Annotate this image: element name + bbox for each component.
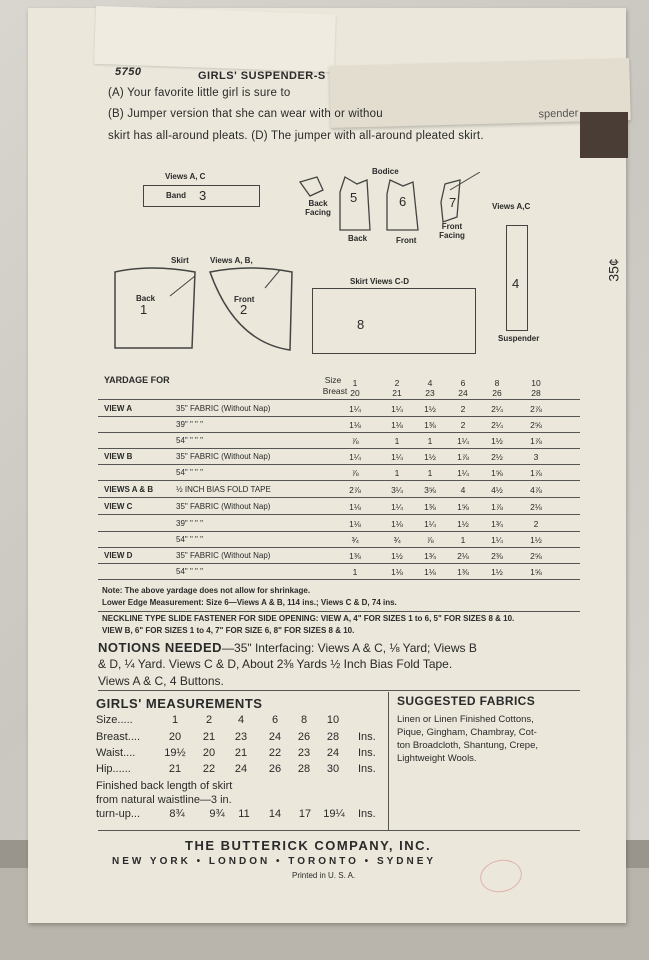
measure-1-3: 24	[268, 731, 282, 743]
piece-5: 5	[350, 190, 358, 205]
turnup-5: 19¼	[323, 808, 345, 820]
back-facing-label: Back Facing	[305, 199, 331, 217]
measure-label-0: Size.....	[96, 714, 133, 726]
finished-line-1: Finished back length of skirt	[96, 780, 233, 792]
cell-0-5: 2⅞	[530, 404, 542, 414]
row-line-7	[98, 531, 580, 532]
cell-7-3: 1½	[457, 519, 469, 529]
fabrics-line-4: Lightweight Wools.	[397, 753, 477, 764]
cell-5-5: 4⅞	[530, 485, 542, 495]
cell-3-0: 1¼	[349, 452, 361, 462]
breast-col-6: 24	[458, 388, 468, 398]
cell-6-3: 1⅝	[457, 502, 469, 512]
cell-5-2: 3⅝	[424, 485, 436, 495]
pattern-title: GIRLS' SUSPENDER-S	[198, 70, 326, 82]
row-line-4	[98, 480, 580, 481]
skirt-back-label: Back	[136, 294, 156, 303]
notions-line-1: —35" Interfacing: Views A & C, ⅛ Yard; Views B	[222, 641, 477, 655]
breast-col-4: 23	[425, 388, 435, 398]
row-fabric-0: 35" FABRIC (Without Nap)	[176, 404, 271, 413]
cell-8-1: ¾	[393, 535, 401, 545]
row-fabric-6: 35" FABRIC (Without Nap)	[176, 502, 271, 511]
cell-7-0: 1⅛	[349, 519, 361, 529]
divider	[98, 611, 580, 612]
measure-1-5: 28	[326, 731, 340, 743]
cell-9-0: 1⅜	[349, 551, 361, 561]
row-view-9: VIEW D	[104, 551, 133, 560]
suspender-number: 4	[512, 276, 520, 291]
turnup-unit: Ins.	[358, 808, 376, 820]
note-lower-edge: Lower Edge Measurement: Size 6—Views A & B, 114 ins.; Views C & D, 74 ins.	[102, 598, 397, 607]
notions-block	[98, 640, 477, 655]
piece-7: 7	[449, 195, 457, 210]
cell-8-0: ¾	[351, 535, 359, 545]
cell-5-0: 2⅞	[349, 485, 361, 495]
turnup-4: 17	[298, 808, 312, 820]
breast-col-2: 21	[392, 388, 402, 398]
views-ac-right-label: Views A,C	[492, 202, 531, 211]
breast-col-1: 20	[350, 388, 360, 398]
measure-3-1: 22	[202, 763, 216, 775]
intro-line-2: (B) Jumper version that she can wear with or withou	[108, 108, 383, 120]
size-col-8: 8	[494, 378, 500, 388]
cell-6-2: 1⅜	[424, 502, 436, 512]
cell-10-3: 1⅜	[457, 567, 469, 577]
turnup-0: 8¾	[169, 808, 185, 820]
row-line-1	[98, 432, 580, 433]
piece-1: 1	[140, 302, 148, 317]
measure-2-4: 23	[297, 747, 311, 759]
size-col-10: 10	[531, 378, 541, 388]
cell-10-5: 1⅝	[530, 567, 542, 577]
cell-4-0: ⅞	[351, 468, 359, 478]
cell-8-3: 1	[460, 535, 466, 545]
measure-2-2: 21	[234, 747, 248, 759]
cell-9-2: 1¾	[424, 551, 436, 561]
size-header: Size	[324, 375, 342, 385]
cell-6-1: 1¼	[391, 502, 403, 512]
breast-col-10: 28	[531, 388, 541, 398]
cell-10-0: 1	[352, 567, 358, 577]
note-neckline-2: VIEW B, 6" FOR SIZES 1 to 4, 7" FOR SIZE 6, 8" FOR SIZES 8 & 10.	[102, 626, 355, 635]
row-fabric-10: 54" " " "	[176, 567, 203, 576]
row-line-10	[98, 579, 580, 580]
price-text: 35¢	[605, 258, 622, 282]
row-line-8	[98, 547, 580, 548]
cell-6-4: 1⅞	[491, 502, 503, 512]
fabrics-line-3: ton Broadcloth, Shantung, Crepe,	[397, 740, 539, 751]
row-line-3	[98, 464, 580, 465]
row-line-9	[98, 563, 580, 564]
cell-0-4: 2¼	[491, 404, 503, 414]
notions-heading: NOTIONS NEEDED	[98, 640, 223, 655]
cell-6-5: 2⅛	[530, 502, 542, 512]
row-fabric-9: 35" FABRIC (Without Nap)	[176, 551, 271, 560]
cell-4-1: 1	[394, 468, 400, 478]
size-col-1: 1	[352, 378, 358, 388]
cell-9-1: 1½	[391, 551, 403, 561]
notions-line-3: Views A & C, 4 Buttons.	[98, 674, 224, 688]
turnup-1: 9¾	[209, 808, 225, 820]
measure-1-0: 20	[168, 731, 182, 743]
measure-label-1: Breast....	[96, 731, 141, 743]
cell-3-1: 1¼	[391, 452, 403, 462]
band-label: Band	[166, 191, 186, 200]
measure-0-0: 1	[171, 714, 179, 726]
row-line-6	[98, 514, 580, 515]
notions-line-2: & D, ¼ Yard. Views C & D, About 2⅜ Yards ½ Inch Bias Fold Tape.	[98, 657, 453, 671]
row-view-3: VIEW B	[104, 452, 133, 461]
fabrics-line-2: Pique, Gingham, Chambray, Cot-	[397, 727, 537, 738]
measure-1-4: 26	[297, 731, 311, 743]
cell-1-5: 2⅝	[530, 420, 542, 430]
cell-2-1: 1	[394, 436, 400, 446]
yardage-title: YARDAGE FOR	[104, 375, 170, 385]
bodice-front-label: Front	[396, 236, 417, 245]
skirt-label: Skirt	[171, 256, 189, 265]
cell-6-0: 1⅛	[349, 502, 361, 512]
cell-9-5: 2⅝	[530, 551, 542, 561]
cell-4-3: 1¼	[457, 468, 469, 478]
row-view-0: VIEW A	[104, 404, 133, 413]
intro-line-1: (A) Your favorite little girl is sure to	[108, 87, 291, 99]
measure-3-4: 28	[297, 763, 311, 775]
cell-10-4: 1½	[491, 567, 503, 577]
cell-8-5: 1½	[530, 535, 542, 545]
cell-0-2: 1½	[424, 404, 436, 414]
turnup-label: turn-up...	[96, 808, 141, 820]
piece-8: 8	[357, 317, 365, 332]
piece-2: 2	[240, 302, 248, 317]
measure-2-0: 19½	[164, 747, 186, 759]
cell-9-3: 2⅛	[457, 551, 469, 561]
measure-0-4: 8	[300, 714, 308, 726]
bodice-back-label: Back	[348, 234, 368, 243]
cell-8-2: ⅞	[426, 535, 434, 545]
table-top-line	[98, 399, 580, 400]
row-fabric-4: 54" " " "	[176, 468, 203, 477]
vertical-divider	[388, 692, 389, 830]
breast-col-8: 26	[492, 388, 502, 398]
measure-0-5: 10	[326, 714, 340, 726]
turnup-2: 11	[238, 808, 250, 820]
row-view-6: VIEW C	[104, 502, 133, 511]
skirt-cd-piece	[312, 288, 476, 354]
cell-10-1: 1⅛	[391, 567, 403, 577]
cell-3-3: 1⅞	[457, 452, 469, 462]
measure-unit-2: Ins.	[358, 747, 376, 759]
piece-6: 6	[399, 194, 407, 209]
divider-2	[98, 690, 580, 691]
suspender-piece	[506, 225, 528, 331]
cell-1-2: 1⅜	[424, 420, 436, 430]
company-name: THE BUTTERICK COMPANY, INC.	[185, 838, 432, 853]
cell-1-3: 2	[460, 420, 466, 430]
cell-0-0: 1¼	[349, 404, 361, 414]
views-ab-label: Views A, B,	[210, 256, 253, 265]
measure-1-1: 21	[202, 731, 216, 743]
band-number: 3	[199, 188, 207, 203]
tape-piece	[580, 112, 628, 158]
breast-header: Breast	[322, 386, 348, 396]
skirt-ab-pieces	[110, 262, 296, 354]
row-fabric-8: 54" " " "	[176, 535, 203, 544]
row-fabric-2: 54" " " "	[176, 436, 203, 445]
fabrics-heading: SUGGESTED FABRICS	[397, 694, 536, 708]
cell-2-4: 1½	[491, 436, 503, 446]
cell-4-2: 1	[427, 468, 433, 478]
cell-1-4: 2¼	[491, 420, 503, 430]
cell-0-3: 2	[460, 404, 466, 414]
measure-label-3: Hip......	[96, 763, 131, 775]
cell-5-3: 4	[460, 485, 466, 495]
row-line-0	[98, 416, 580, 417]
measure-label-2: Waist....	[96, 747, 136, 759]
bodice-label: Bodice	[372, 167, 399, 176]
torn-top-flap	[94, 6, 336, 72]
turnup-3: 14	[268, 808, 282, 820]
fabrics-line-1: Linen or Linen Finished Cottons,	[397, 714, 534, 725]
skirt-front-label: Front	[234, 295, 255, 304]
cell-5-1: 3¼	[391, 485, 403, 495]
cell-8-4: 1¼	[491, 535, 503, 545]
cell-7-5: 2	[533, 519, 539, 529]
cell-0-1: 1¼	[391, 404, 403, 414]
row-fabric-7: 39" " " "	[176, 519, 203, 528]
measure-2-1: 20	[202, 747, 216, 759]
measure-2-3: 22	[268, 747, 282, 759]
size-col-6: 6	[460, 378, 466, 388]
size-col-4: 4	[427, 378, 433, 388]
printed-in: Printed in U. S. A.	[292, 871, 356, 880]
measure-1-2: 23	[234, 731, 248, 743]
row-line-2	[98, 448, 580, 449]
cell-1-0: 1⅛	[349, 420, 361, 430]
cell-5-4: 4½	[491, 485, 503, 495]
row-line-5	[98, 497, 580, 498]
cell-7-4: 1¾	[491, 519, 503, 529]
band-piece	[143, 185, 260, 207]
row-fabric-5: ½ INCH BIAS FOLD TAPE	[176, 485, 271, 494]
measurements-heading: GIRLS' MEASUREMENTS	[96, 696, 263, 711]
measure-2-5: 24	[326, 747, 340, 759]
measure-unit-3: Ins.	[358, 763, 376, 775]
cell-2-2: 1	[427, 436, 433, 446]
size-col-2: 2	[394, 378, 400, 388]
pattern-number: 5750	[115, 66, 142, 78]
cell-7-2: 1¼	[424, 519, 436, 529]
note-neckline-1: NECKLINE TYPE SLIDE FASTENER FOR SIDE OPENING: VIEW A, 4" FOR SIZES 1 to 6, 5" FOR SIZES 8 & 10.	[102, 614, 515, 623]
flap-text: spender	[538, 107, 579, 121]
measure-0-3: 6	[271, 714, 279, 726]
cell-3-2: 1½	[424, 452, 436, 462]
row-fabric-3: 35" FABRIC (Without Nap)	[176, 452, 271, 461]
measure-0-1: 2	[205, 714, 213, 726]
measure-unit-1: Ins.	[358, 731, 376, 743]
cell-4-5: 1⅞	[530, 468, 542, 478]
intro-line-3: skirt has all-around pleats. (D) The jumper with all-around pleated skirt.	[108, 130, 484, 142]
front-facing-label: Front Facing	[439, 222, 465, 240]
measure-3-2: 24	[234, 763, 248, 775]
views-ac-label: Views A, C	[165, 172, 206, 181]
measure-3-0: 21	[168, 763, 182, 775]
cell-1-1: 1⅛	[391, 420, 403, 430]
row-fabric-1: 39" " " "	[176, 420, 203, 429]
cell-2-3: 1¼	[457, 436, 469, 446]
cell-2-0: ⅞	[351, 436, 359, 446]
divider-3	[98, 830, 580, 831]
cell-9-4: 2⅜	[491, 551, 503, 561]
cell-4-4: 1⅝	[491, 468, 503, 478]
cell-3-5: 3	[533, 452, 539, 462]
note-shrinkage: Note: The above yardage does not allow for shrinkage.	[102, 586, 311, 595]
cell-2-5: 1⅞	[530, 436, 542, 446]
measure-0-2: 4	[237, 714, 245, 726]
skirt-cd-label: Skirt Views C-D	[350, 277, 409, 286]
row-view-5: VIEWS A & B	[104, 485, 154, 494]
finished-line-2: from natural waistline—3 in.	[96, 794, 232, 806]
cell-3-4: 2½	[491, 452, 503, 462]
measure-3-3: 26	[268, 763, 282, 775]
measure-3-5: 30	[326, 763, 340, 775]
suspender-label: Suspender	[498, 334, 540, 343]
cell-10-2: 1⅛	[424, 567, 436, 577]
company-cities: NEW YORK • LONDON • TORONTO • SYDNEY	[112, 856, 437, 867]
cell-7-1: 1⅛	[391, 519, 403, 529]
